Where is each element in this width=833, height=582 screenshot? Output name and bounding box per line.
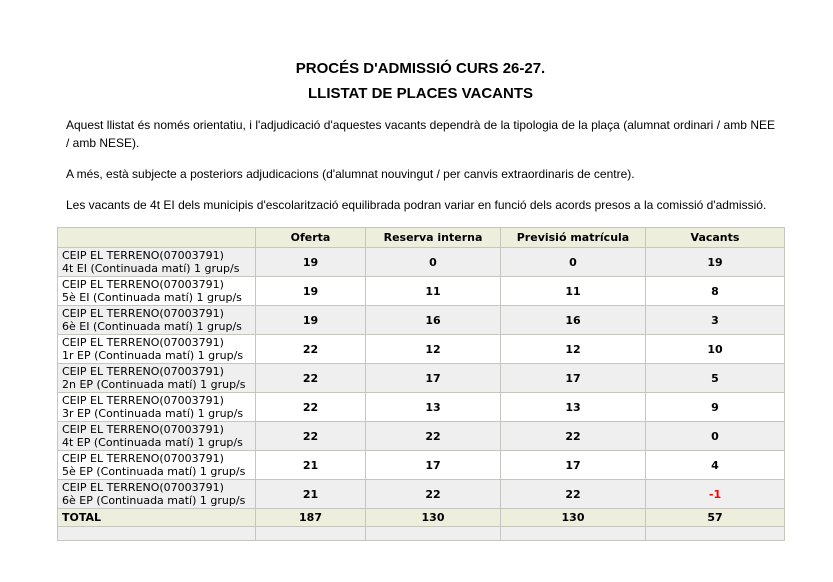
intro-paragraph-3: Les vacants de 4t EI dels municipis d'escolarització equilibrada podran variar en funció dels acords presos a la comissió d'admissió. [66, 198, 767, 212]
table-row [58, 422, 785, 451]
previsio-matricula-cell: 12 [501, 335, 646, 364]
col-header-oferta: Oferta [256, 228, 366, 248]
total-row [58, 509, 785, 527]
group-name: 6è EP (Continuada matí) 1 grup/s [62, 494, 246, 507]
school-cell [58, 451, 256, 480]
school-name: CEIP EL TERRENO(07003791) [62, 394, 224, 407]
school-name: CEIP EL TERRENO(07003791) [62, 336, 224, 349]
school-cell [58, 306, 256, 335]
group-name: 6è EI (Continuada matí) 1 grup/s [62, 320, 242, 333]
school-name: CEIP EL TERRENO(07003791) [62, 365, 224, 378]
vacants-cell: 0 [646, 422, 785, 451]
reserva-interna-cell: 11 [366, 277, 501, 306]
school-name: CEIP EL TERRENO(07003791) [62, 481, 224, 494]
total-vacants-cell: 57 [646, 509, 785, 527]
previsio-matricula-cell: 22 [501, 422, 646, 451]
oferta-cell: 22 [256, 422, 366, 451]
school-cell [58, 335, 256, 364]
intro-paragraph-1: Aquest llistat és només orientatiu, i l'adjudicació d'aquestes vacants dependrà de la tipologia de la plaça (alumnat ordinari / amb NEE / amb NESE). [66, 118, 775, 150]
table-row [58, 364, 785, 393]
school-cell [58, 393, 256, 422]
empty-footer-row [58, 527, 785, 541]
group-name: 5è EI (Continuada matí) 1 grup/s [62, 291, 242, 304]
previsio-matricula-cell: 0 [501, 248, 646, 277]
school-cell [58, 277, 256, 306]
oferta-cell: 22 [256, 364, 366, 393]
table-row [58, 393, 785, 422]
table-row [58, 451, 785, 480]
page-title [57, 56, 784, 106]
previsio-matricula-cell: 17 [501, 364, 646, 393]
group-name: 3r EP (Continuada matí) 1 grup/s [62, 407, 244, 420]
page-title-line2: LLISTAT DE PLACES VACANTS [308, 85, 533, 102]
vacants-cell: 3 [646, 306, 785, 335]
vacants-table [57, 227, 785, 541]
total-reserva-interna-cell: 130 [366, 509, 501, 527]
vacants-cell: 5 [646, 364, 785, 393]
reserva-interna-cell: 17 [366, 364, 501, 393]
school-cell [58, 480, 256, 509]
previsio-matricula-cell: 17 [501, 451, 646, 480]
page-title-line1: PROCÉS D'ADMISSIÓ CURS 26-27. [295, 60, 546, 77]
school-cell [58, 248, 256, 277]
vacants-cell: 10 [646, 335, 785, 364]
previsio-matricula-cell: 16 [501, 306, 646, 335]
table-row [58, 306, 785, 335]
school-cell [58, 422, 256, 451]
total-label: TOTAL [58, 509, 256, 527]
total-oferta-cell: 187 [256, 509, 366, 527]
vacants-cell: 8 [646, 277, 785, 306]
school-cell [58, 364, 256, 393]
group-name: 5è EP (Continuada matí) 1 grup/s [62, 465, 246, 478]
table-row [58, 335, 785, 364]
reserva-interna-cell: 16 [366, 306, 501, 335]
previsio-matricula-cell: 22 [501, 480, 646, 509]
oferta-cell: 19 [256, 277, 366, 306]
table-row [58, 248, 785, 277]
col-header-reserva-interna: Reserva interna [366, 228, 501, 248]
school-name: CEIP EL TERRENO(07003791) [62, 423, 224, 436]
table-row [58, 480, 785, 509]
vacants-cell: 19 [646, 248, 785, 277]
reserva-interna-cell: 0 [366, 248, 501, 277]
intro-paragraph-2: A més, està subjecte a posteriors adjudicacions (d'alumnat nouvingut / per canvis extraordinaris de centre). [66, 167, 635, 181]
oferta-cell: 21 [256, 480, 366, 509]
oferta-cell: 19 [256, 306, 366, 335]
reserva-interna-cell: 12 [366, 335, 501, 364]
group-name: 2n EP (Continuada matí) 1 grup/s [62, 378, 246, 391]
school-name: CEIP EL TERRENO(07003791) [62, 307, 224, 320]
group-name: 4t EI (Continuada matí) 1 grup/s [62, 262, 240, 275]
vacants-cell-negative: -1 [646, 480, 785, 509]
table-row [58, 277, 785, 306]
total-previsio-matricula-cell: 130 [501, 509, 646, 527]
school-name: CEIP EL TERRENO(07003791) [62, 452, 224, 465]
col-header-vacants: Vacants [646, 228, 785, 248]
school-name: CEIP EL TERRENO(07003791) [62, 278, 224, 291]
oferta-cell: 22 [256, 393, 366, 422]
reserva-interna-cell: 17 [366, 451, 501, 480]
vacants-cell: 9 [646, 393, 785, 422]
previsio-matricula-cell: 13 [501, 393, 646, 422]
reserva-interna-cell: 22 [366, 480, 501, 509]
reserva-interna-cell: 22 [366, 422, 501, 451]
col-header-previsio-matricula: Previsió matrícula [501, 228, 646, 248]
oferta-cell: 21 [256, 451, 366, 480]
oferta-cell: 19 [256, 248, 366, 277]
oferta-cell: 22 [256, 335, 366, 364]
table-header-row [58, 228, 785, 248]
col-header-centre [58, 228, 256, 248]
vacants-cell: 4 [646, 451, 785, 480]
reserva-interna-cell: 13 [366, 393, 501, 422]
group-name: 4t EP (Continuada matí) 1 grup/s [62, 436, 243, 449]
previsio-matricula-cell: 11 [501, 277, 646, 306]
school-name: CEIP EL TERRENO(07003791) [62, 249, 224, 262]
group-name: 1r EP (Continuada matí) 1 grup/s [62, 349, 244, 362]
